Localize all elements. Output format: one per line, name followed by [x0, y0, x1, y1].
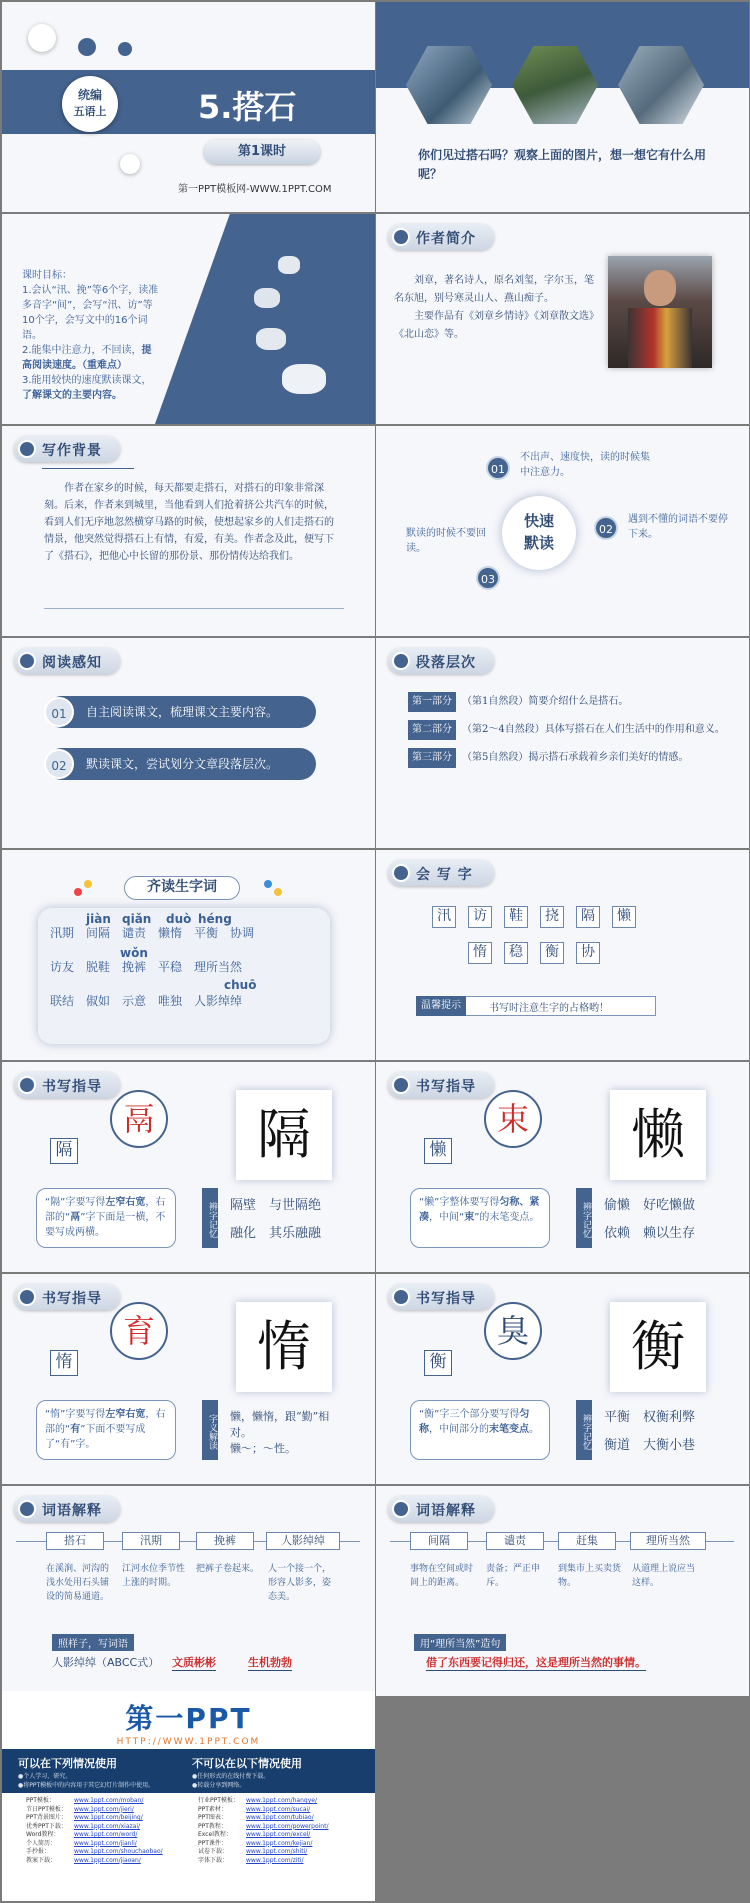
task-number: 02: [44, 749, 74, 779]
link-row: [26, 1797, 163, 1806]
word: 访友: [50, 960, 75, 974]
link-row: [26, 1840, 163, 1849]
dot-icon: [392, 228, 410, 246]
slide-writing-guide-lan[interactable]: [376, 1062, 749, 1272]
tip-box: [416, 996, 656, 1016]
goal-2a: 2.能集中注意力，不回读，: [22, 345, 142, 356]
char-part-circle: [484, 1302, 542, 1360]
link-label: PPT图表：: [198, 1814, 227, 1821]
exercise-example: 人影绰绰（ABCC式）: [52, 1656, 160, 1669]
lesson-title: 5.搭石: [198, 88, 297, 126]
can-item: ●将PPT模板中的内容用于其它幻灯片制作中使用。: [18, 1782, 155, 1789]
cannot-title: 不可以在以下情况使用: [192, 1757, 302, 1770]
section-pill: [388, 860, 494, 886]
section-title: 书写指导: [42, 1079, 102, 1095]
link-row: [198, 1840, 328, 1849]
part-text: （第1自然段）简要介绍什么是搭石。: [462, 696, 629, 707]
center-line-1: 快速: [523, 512, 554, 530]
vocab-definition: 江河水位季节性上涨的时期。: [122, 1564, 186, 1588]
word-panel: [38, 908, 330, 1044]
part-label: 第二部分: [408, 720, 456, 740]
link-label: 教案下载：: [26, 1856, 57, 1864]
link-label: PPT背景图片：: [26, 1814, 67, 1821]
section-title: 词语解释: [42, 1503, 102, 1519]
memory-tag: 辨字记忆: [202, 1188, 218, 1248]
fast-reading-circle: [502, 496, 576, 570]
link-label: Word教程：: [26, 1831, 60, 1838]
slide-vocab-2[interactable]: [376, 1486, 749, 1696]
bubble-icon: [78, 38, 96, 56]
goal-2b: 提高阅读速度。（重难点）: [22, 345, 152, 371]
pinyin: wǒn: [120, 946, 148, 960]
note-text: “惰”字要写得: [45, 1409, 106, 1420]
section-title: 书写指导: [416, 1291, 476, 1307]
site-text: 第一PPT模板网-WWW.1PPT.COM: [178, 184, 332, 195]
task-text: 自主阅读课文，梳理课文主要内容。: [86, 705, 279, 719]
example-row: 懒～；～性。: [230, 1442, 296, 1455]
vocab-definition: 到集市上买卖货物。: [558, 1564, 622, 1588]
vocab-term: 赶集: [558, 1532, 616, 1550]
vocab-term: 间隔: [410, 1532, 468, 1550]
link-url[interactable]: www.1ppt.com/jieri/: [74, 1805, 134, 1813]
word: 联结: [50, 994, 75, 1008]
meaning-tag: 字义解读: [202, 1400, 218, 1460]
pinyin: héng: [198, 912, 232, 926]
background-text: 作者在家乡的时候，每天都要走搭石，对搭石的印象非常深刻。后来，作者来到城里，当他看到人们抢着挤公共汽车的时候，看到人们无序地忽然横穿马路的时候，使想起家乡的人们走搭石的情景，他突然觉得搭石上有情，有爱，有美。作者念及此，便写下了《搭石》，把他心中长留的那份景、那份情传达给我们。: [44, 483, 334, 562]
goals-band: [155, 214, 375, 424]
slide-goals[interactable]: [2, 214, 375, 424]
note-text: ，右部的“: [45, 1409, 166, 1435]
link-row: [198, 1831, 328, 1840]
link-row: [198, 1806, 328, 1815]
section-pill: [14, 436, 120, 462]
word: 俶如: [86, 994, 111, 1008]
link-url[interactable]: www.1ppt.com/sucai/: [246, 1805, 311, 1813]
word: 汛期: [50, 926, 75, 940]
word: 间隔: [86, 926, 111, 940]
slide-perception[interactable]: [2, 638, 375, 848]
tip-label: 温馨提示: [416, 996, 466, 1016]
section-title: 词语解释: [416, 1503, 476, 1519]
slide-writing-guide-duo[interactable]: [2, 1274, 375, 1484]
example-row: 衡道 大衡小巷: [604, 1438, 696, 1453]
exercise-sentence: 借了东西要记得归还，这是理所当然的事情。: [426, 1656, 646, 1669]
section-pill: [388, 1496, 494, 1522]
link-url[interactable]: www.1ppt.com/shouchaobao/: [74, 1848, 163, 1855]
logo-area: [2, 1691, 375, 1747]
char-box: 鞋: [504, 906, 528, 928]
vocab-definition: 在溪涧、河沟的浅水处用石头铺设的简易通道。: [46, 1564, 110, 1602]
vocab-definition: 从道理上说应当这样。: [632, 1564, 696, 1588]
link-url[interactable]: www.1ppt.com/moban/: [74, 1797, 144, 1804]
section-title: 书写指导: [42, 1291, 102, 1307]
dot-icon: [84, 880, 92, 888]
word: 谴责: [122, 926, 147, 940]
new-words-title: 齐读生字词: [124, 876, 240, 900]
section-title: 段落层次: [416, 655, 476, 671]
example-row: 懒，懒惰，跟“勤”相对。: [230, 1410, 330, 1439]
section-pill: [14, 1072, 120, 1098]
grade-badge: [62, 76, 118, 132]
char-part-circle: [110, 1090, 168, 1148]
links-right: [198, 1797, 328, 1865]
exercise-answer: 生机勃勃: [248, 1656, 292, 1669]
goals-text: [22, 268, 160, 403]
section-title: 作者简介: [416, 231, 476, 247]
can-item: ●个人学习、研究。: [18, 1773, 72, 1780]
section-pill: [388, 648, 494, 674]
example-row: 融化 其乐融融: [230, 1226, 322, 1241]
char-part: 鬲: [122, 1100, 155, 1138]
section-title: 会 写 字: [416, 867, 473, 883]
author-bio-1: 刘章，著名诗人，原名刘玺，字尔玉，笔名东旭，别号寒灵山人、燕山痴子。: [394, 275, 594, 304]
exercise-label: 用“理所当然”造句: [414, 1634, 506, 1651]
dot-icon: [392, 652, 410, 670]
char-part-circle: [484, 1090, 542, 1148]
slide-copyright[interactable]: [2, 1691, 375, 1901]
bubble-icon: [118, 42, 132, 56]
part-text: （第2～4自然段）具体写搭石在人们生活中的作用和意义。: [462, 724, 725, 735]
char-box: 协: [576, 942, 600, 964]
part-text: （第5自然段）揭示搭石承载着乡亲们美好的情感。: [462, 752, 689, 763]
author-face: [644, 270, 676, 306]
writing-note: [410, 1188, 550, 1248]
link-label: 节日PPT模板：: [26, 1805, 67, 1813]
vocab-definition: 责备；严正申斥。: [486, 1564, 541, 1588]
char-box: 懒: [612, 906, 636, 928]
link-label: 个人简历：: [26, 1839, 57, 1847]
link-url[interactable]: www.1ppt.com/kejian/: [246, 1839, 313, 1847]
note-bold: 末笔变点: [489, 1424, 529, 1435]
char-part: 束: [496, 1100, 529, 1138]
dot-icon: [18, 1500, 36, 1518]
period-badge: 第1课时: [204, 140, 320, 164]
exercise-label: 照样子，写词语: [52, 1634, 134, 1651]
link-label: PPT模板：: [26, 1797, 55, 1804]
link-label: PPT素材：: [198, 1805, 227, 1813]
writing-note: [410, 1400, 550, 1460]
char-large-box: 衡: [610, 1302, 706, 1392]
book-label: 五语上: [73, 105, 107, 118]
structure-list: [408, 692, 734, 768]
tip-text: 不出声、速度快，读的时候集中注意力。: [520, 452, 650, 478]
word: 平稳: [158, 960, 183, 974]
author-bio-2: 主要作品有《刘章乡情诗》《刘章散文选》《北山恋》等。: [394, 311, 599, 340]
link-label: 字体下载：: [198, 1856, 229, 1864]
note-text: ”的末笔变点。: [474, 1212, 540, 1223]
memory-tag: 辨字记忆: [576, 1400, 592, 1460]
note-bold: 有: [70, 1424, 81, 1435]
char-small-box: 隔: [50, 1138, 78, 1164]
link-row: [26, 1806, 163, 1815]
word: 理所当然: [194, 960, 243, 974]
vocab-term: 人影绰绰: [266, 1532, 340, 1550]
section-title: 阅读感知: [42, 655, 102, 671]
link-label: Excel教程：: [198, 1831, 232, 1838]
stone-icon: [278, 256, 300, 274]
task-number: 01: [44, 697, 74, 727]
dot-icon: [392, 864, 410, 882]
word: 示意: [122, 994, 147, 1008]
bubble-icon: [120, 154, 140, 174]
center-line-2: 默读: [523, 534, 554, 552]
vocab-term: 汛期: [122, 1532, 180, 1550]
links-area: [2, 1793, 375, 1901]
section-pill: [388, 1284, 494, 1310]
link-row: [198, 1814, 328, 1823]
note-bold: 匀称、紧凑: [419, 1197, 540, 1223]
stone-icon: [282, 364, 326, 394]
writing-note: [36, 1400, 176, 1460]
dot-icon: [392, 1288, 410, 1306]
slide-background[interactable]: [2, 426, 375, 636]
char-box: 汛: [432, 906, 456, 928]
word: 平衡: [194, 926, 219, 940]
pinyin: chuō: [224, 978, 257, 992]
char-small-box: 懒: [424, 1138, 452, 1164]
note-text: ，中间“: [429, 1212, 465, 1223]
link-row: [26, 1848, 163, 1857]
example-row: 偷懒 好吃懒做: [604, 1198, 696, 1213]
vocab-term: 挽裤: [196, 1532, 254, 1550]
goal-3b: 了解课文的主要内容。: [22, 390, 122, 401]
slide-write-chars[interactable]: [376, 850, 749, 1060]
section-title: 书写指导: [416, 1079, 476, 1095]
section-pill: [14, 648, 120, 674]
goal-3a: 3.能用较快的速度默读课文，: [22, 375, 152, 386]
stone-icon: [256, 328, 286, 350]
char-small-box: 惰: [50, 1350, 78, 1376]
writing-note: [36, 1188, 176, 1248]
bubble-icon: [28, 24, 56, 52]
link-row: [26, 1823, 163, 1832]
dot-icon: [264, 880, 272, 888]
vocab-definition: 人一个接一个，形容人影多，姿态美。: [268, 1564, 332, 1602]
link-url[interactable]: www.1ppt.com/excel/: [246, 1831, 311, 1838]
word: 懒惰: [158, 926, 183, 940]
slide-structure[interactable]: [376, 638, 749, 848]
vocab-term: 搭石: [46, 1532, 104, 1550]
note-text: ”下面不要写成了“有”字。: [45, 1424, 146, 1450]
char-box: 隔: [576, 906, 600, 928]
tip-text: 书写时注意生字的占格哟！: [489, 1003, 609, 1014]
tip-number: 01: [486, 456, 510, 480]
dot-icon: [18, 652, 36, 670]
note-text: “懒”字整体要写得: [419, 1197, 500, 1208]
vocab-definition: 把裤子卷起来。: [196, 1564, 260, 1574]
note-bold: 束: [464, 1212, 475, 1223]
note-bold: 鬲: [70, 1212, 81, 1223]
author-scarf: [628, 308, 692, 368]
link-url[interactable]: www.1ppt.com/hangye/: [246, 1797, 317, 1804]
task-bar: [46, 696, 316, 728]
example-row: 依赖 赖以生存: [604, 1226, 696, 1241]
char-box: 稳: [504, 942, 528, 964]
char-part: 育: [122, 1312, 155, 1350]
part-label: 第一部分: [408, 692, 456, 712]
section-pill: [14, 1496, 120, 1522]
link-label: 试卷下载：: [198, 1848, 229, 1855]
tip-text: 遇到不懂的词语不要停下来。: [628, 514, 728, 540]
link-row: [198, 1823, 328, 1832]
divider: [44, 608, 344, 609]
char-large-box: 隔: [236, 1090, 332, 1180]
note-bold: 匀称: [419, 1409, 530, 1435]
part-label: 第三部分: [408, 748, 456, 768]
link-row: [198, 1797, 328, 1806]
link-row: [198, 1848, 328, 1857]
word: 挽裤: [122, 960, 147, 974]
logo: 第一PPT: [125, 1702, 252, 1735]
pinyin: duò: [166, 912, 192, 926]
example-row: 平衡 权衡利弊: [604, 1410, 696, 1425]
cannot-item: ●任何形式的在线付费下载。: [192, 1773, 270, 1780]
slide-author[interactable]: [376, 214, 749, 424]
dot-icon: [274, 888, 282, 896]
slide-writing-guide-heng[interactable]: [376, 1274, 749, 1484]
author-photo: [608, 256, 712, 368]
link-url[interactable]: www.1ppt.com/powerpoint/: [246, 1822, 329, 1830]
link-row: [26, 1857, 163, 1866]
link-url[interactable]: www.1ppt.com/beijing/: [74, 1814, 143, 1821]
link-url[interactable]: www.1ppt.com/shiti/: [246, 1848, 308, 1855]
task-bar: [46, 748, 316, 780]
pinyin: qiǎn: [122, 912, 152, 926]
grade-label: 统编: [77, 88, 102, 102]
tip-text: 默读的时候不要回读。: [406, 528, 486, 554]
cannot-item: ●转载分享到网络。: [192, 1782, 246, 1789]
link-url[interactable]: www.1ppt.com/word/: [74, 1831, 138, 1838]
slide-title[interactable]: [2, 2, 375, 212]
slide-observe[interactable]: [376, 2, 749, 212]
links-left: [26, 1797, 163, 1865]
dot-icon: [392, 1076, 410, 1094]
word: 协调: [230, 926, 255, 940]
link-url[interactable]: www.1ppt.com/ziti/: [246, 1856, 304, 1864]
slide-writing-guide-ge[interactable]: [2, 1062, 375, 1272]
link-label: 行业PPT模板：: [198, 1797, 239, 1804]
exercise-answer: 文质彬彬: [172, 1656, 216, 1669]
char-large-box: 懒: [610, 1090, 706, 1180]
link-row: [26, 1814, 163, 1823]
char-box: 惰: [468, 942, 492, 964]
note-bold: 左窄右宽: [105, 1409, 146, 1420]
observe-question: 你们见过搭石吗？观察上面的图片，想一想它有什么用呢？: [418, 148, 707, 181]
dot-icon: [18, 1288, 36, 1306]
tip-number: 02: [594, 516, 618, 540]
pinyin: jiàn: [86, 912, 111, 926]
title-band: [2, 70, 375, 134]
part-row: [408, 692, 734, 712]
terms-panel: [2, 1749, 375, 1901]
section-pill: [14, 1284, 120, 1310]
char-part-circle: [110, 1302, 168, 1360]
link-row: [198, 1857, 328, 1866]
slide-vocab-1[interactable]: [2, 1486, 375, 1696]
word: 人影绰绰: [194, 994, 243, 1008]
note-text: “衡”字三个部分要写得: [419, 1409, 520, 1420]
dot-icon: [18, 440, 36, 458]
word: 唯独: [158, 994, 183, 1008]
section-pill: [388, 1072, 494, 1098]
note-text: ，右部的“: [45, 1197, 166, 1223]
link-url[interactable]: www.1ppt.com/xiazai/: [74, 1822, 141, 1830]
slide-new-words[interactable]: [2, 850, 375, 1060]
char-box: 挠: [540, 906, 564, 928]
goal-1: 1.会认“汛、挽”等6个字，读准多音字“间”，会写“汛、访”等10个字，会写文中的16个词语。: [22, 285, 159, 341]
note-bold: 左窄右宽: [105, 1197, 146, 1208]
note-text: ，中间部分的: [429, 1424, 489, 1435]
link-label: 优秀PPT下载：: [26, 1822, 67, 1830]
example-row: 隔壁 与世隔绝: [230, 1198, 322, 1213]
word: 脱鞋: [86, 960, 111, 974]
note-text: ”字下面是一横，不要写成两横。: [45, 1212, 166, 1238]
goals-title: 课时目标：: [22, 270, 72, 281]
logo-url: HTTP://WWW.1PPT.COM: [116, 1737, 261, 1747]
char-small-box: 衡: [424, 1350, 452, 1376]
divider: [42, 468, 134, 469]
stone-icon: [254, 288, 280, 308]
memory-tag: 辨字记忆: [576, 1188, 592, 1248]
link-label: 手抄报：: [26, 1848, 51, 1855]
tip-number: 03: [476, 566, 500, 590]
char-large-box: 惰: [236, 1302, 332, 1392]
dot-icon: [392, 1500, 410, 1518]
char-box: 访: [468, 906, 492, 928]
slide-fast-reading[interactable]: [376, 426, 749, 636]
link-row: [26, 1831, 163, 1840]
author-bio: [394, 272, 600, 344]
char-part: 臭: [496, 1312, 529, 1350]
link-label: PPT教程：: [198, 1822, 227, 1830]
char-box: 衡: [540, 942, 564, 964]
dot-icon: [74, 888, 82, 896]
link-url[interactable]: www.1ppt.com/jiaoan/: [74, 1856, 141, 1864]
link-url[interactable]: www.1ppt.com/jianli/: [74, 1839, 137, 1847]
task-text: 默读课文，尝试划分文章段落层次。: [86, 757, 279, 771]
note-text: 。: [529, 1424, 539, 1435]
can-title: 可以在下列情况使用: [18, 1757, 117, 1770]
link-label: PPT课件：: [198, 1839, 227, 1847]
section-pill: [388, 224, 494, 250]
link-url[interactable]: www.1ppt.com/tubiao/: [246, 1814, 314, 1821]
section-title: 写作背景: [42, 443, 102, 459]
vocab-term: 理所当然: [630, 1532, 706, 1550]
part-row: [408, 720, 734, 740]
dot-icon: [18, 1076, 36, 1094]
vocab-term: 谴责: [486, 1532, 544, 1550]
vocab-definition: 事物在空间或时间上的距离。: [410, 1564, 474, 1588]
note-text: “隔”字要写得: [45, 1197, 106, 1208]
part-row: [408, 748, 734, 768]
